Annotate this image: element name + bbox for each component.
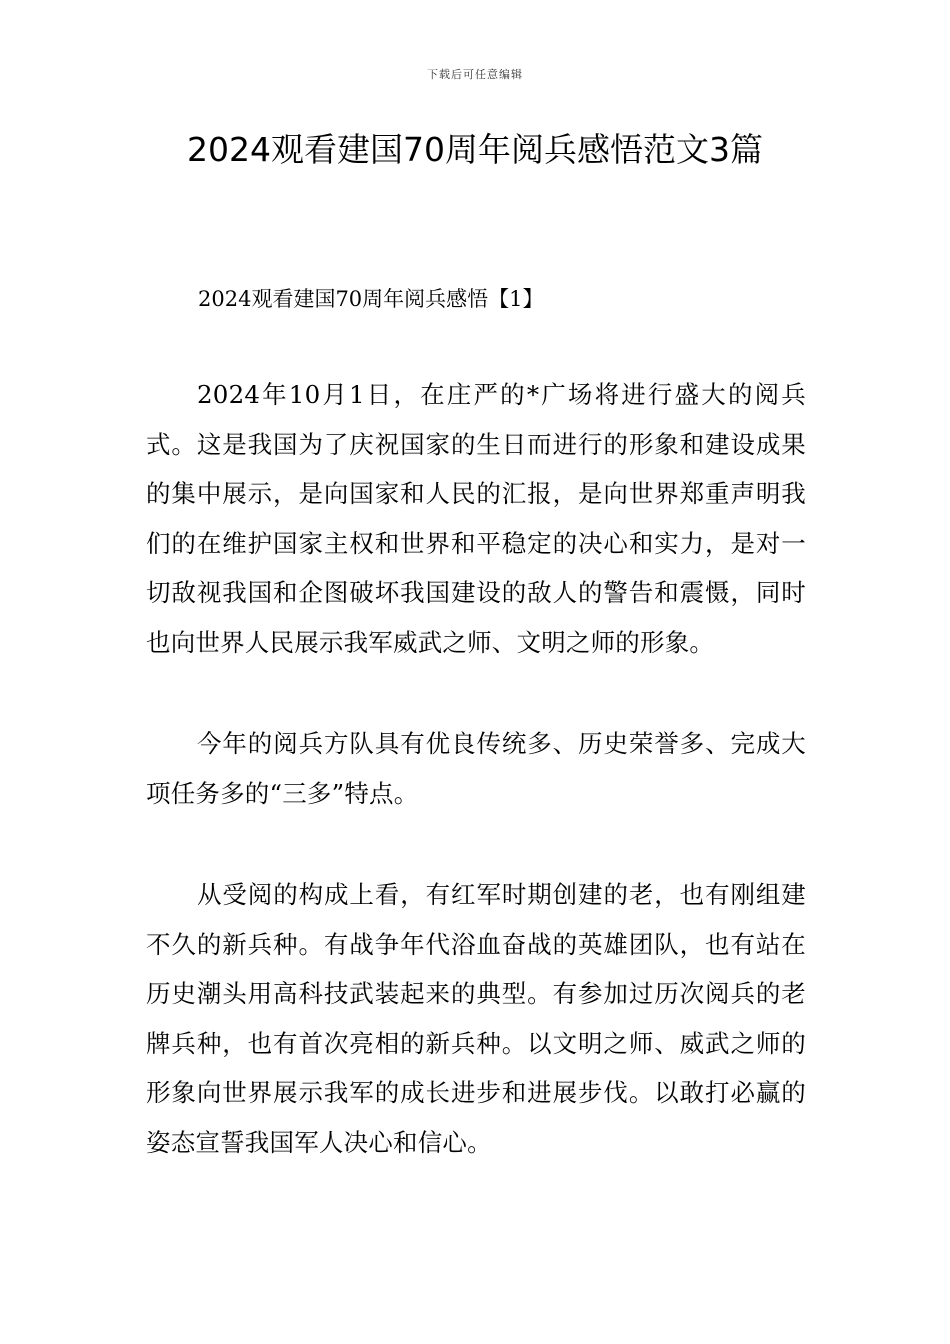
paragraph-2: 今年的阅兵方队具有优良传统多、历史荣誉多、完成大项任务多的“三多”特点。 — [146, 729, 806, 808]
header-note: 下载后可任意编辑 — [427, 68, 523, 81]
section-heading: 2024观看建国70周年阅兵感悟【1】 — [198, 287, 544, 311]
document-title: 2024观看建国70周年阅兵感悟范文3篇 — [187, 130, 763, 169]
document-body — [146, 280, 806, 1219]
paragraph-3: 从受阅的构成上看，有红军时期创建的老，也有刚组建不久的新兵种。有战争年代浴血奋战的英雄团队，也有站在历史潮头用高科技武装起来的典型。有参加过历次阅兵的老牌兵种，也有首次亮相的新兵种。以文明之师、威武之师的形象向世界展示我军的成长进步和进展步伐。以敢打必赢的姿态宣誓我国军人决心和信心。 — [146, 880, 806, 1157]
paragraph-1: 2024年10月1日，在庄严的*广场将进行盛大的阅兵式。这是我国为了庆祝国家的生日而进行的形象和建设成果的集中展示，是向国家和人民的汇报，是向世界郑重声明我们的在维护国家主权和世界和平稳定的决心和实力，是对一切敌视我国和企图破坏我国建设的敌人的警告和震慑，同时也向世界人民展示我军威武之师、文明之师的形象。 — [146, 380, 806, 657]
